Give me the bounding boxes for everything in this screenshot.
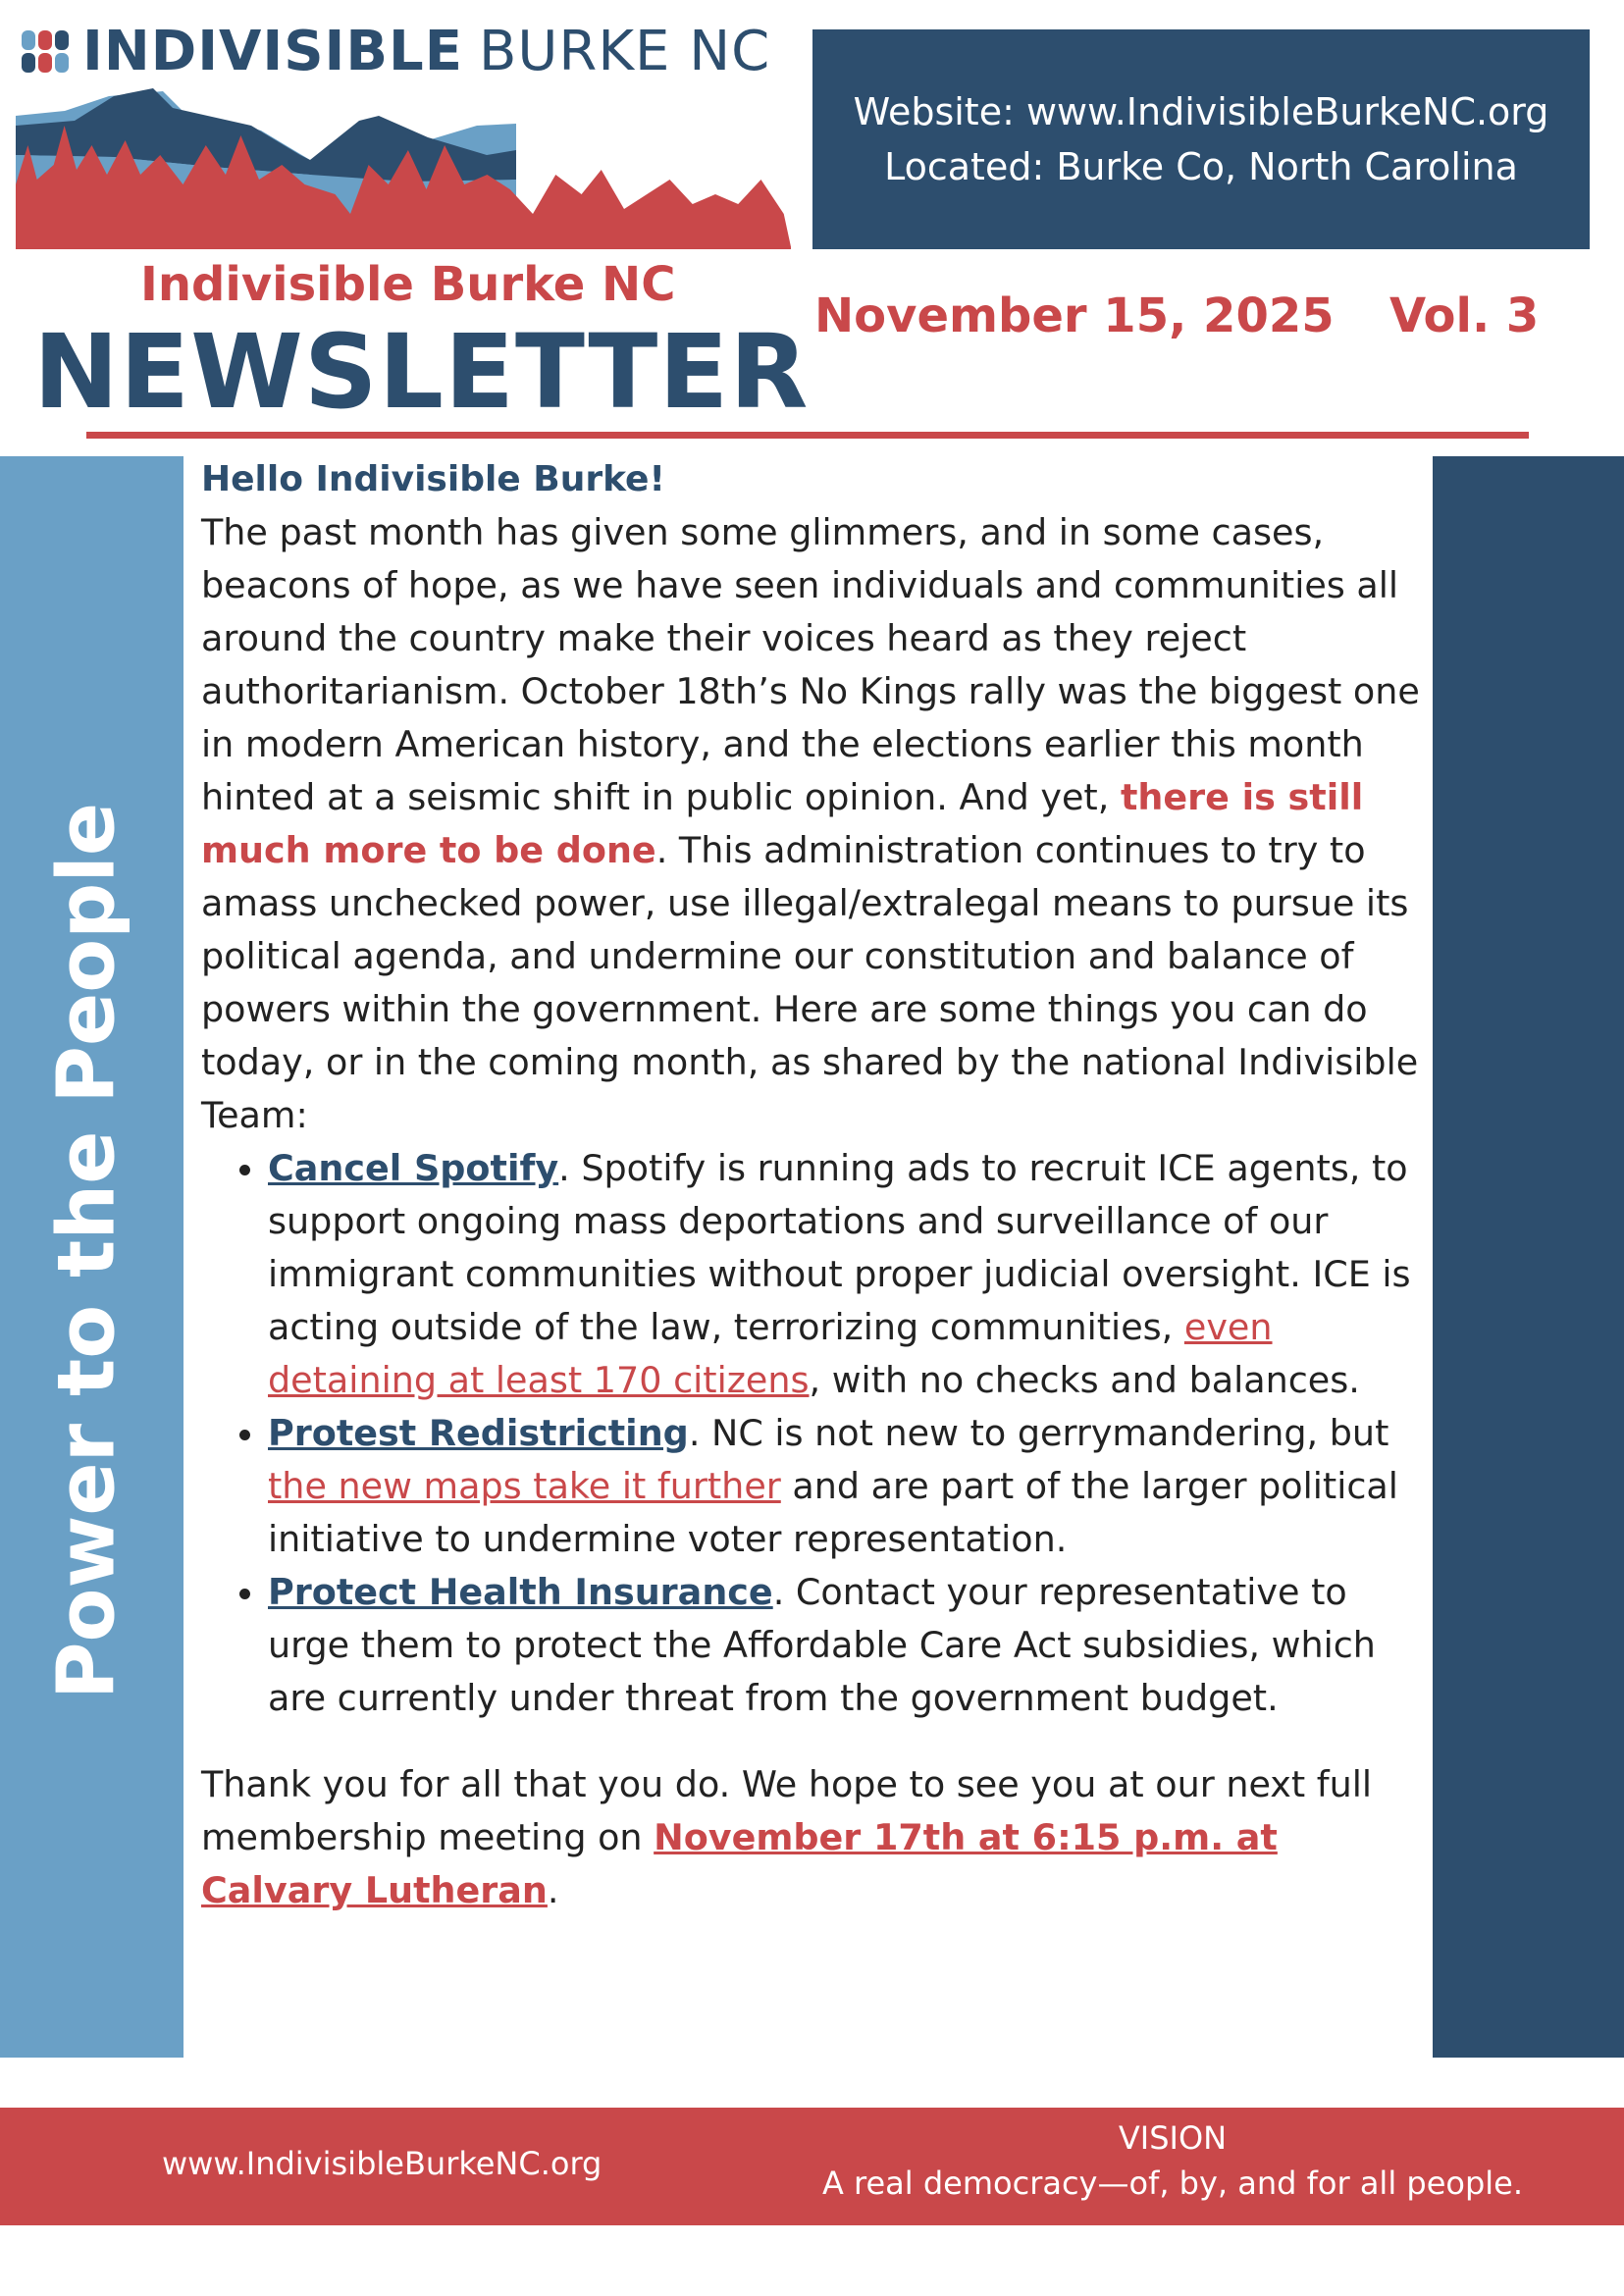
meeting-link[interactable]: November 17th at 6:15 p.m. at Calvary Lutheran — [201, 1816, 1278, 1911]
issue-date: November 15, 2025 — [814, 288, 1335, 343]
item-text: . Contact your representative to urge them to protect the Affordable Care Act subsidies, which are currently under threat from the government budget. — [268, 1571, 1376, 1719]
item-text: . NC is not new to gerrymandering, but — [688, 1412, 1389, 1454]
protest-redistricting-link[interactable]: Protest Redistricting — [268, 1412, 689, 1454]
vision-text: A real democracy—of, by, and for all people. — [821, 2165, 1524, 2202]
protect-health-insurance-link[interactable]: Protect Health Insurance — [268, 1571, 773, 1613]
org-name: Indivisible Burke NC — [140, 257, 676, 312]
intro-emphasis: there is still much more to be done — [201, 776, 1364, 871]
vision-statement — [814, 2115, 1531, 2206]
detaining-citizens-link[interactable]: even detaining at least 170 citizens — [268, 1306, 1273, 1401]
intro-paragraph — [201, 506, 1423, 1142]
action-list — [201, 1142, 1423, 1725]
item-text: and are part of the larger political initiative to undermine voter representation. — [268, 1465, 1398, 1560]
mountains-illustration-icon — [16, 86, 791, 249]
info-box — [812, 29, 1590, 249]
page-title: NEWSLETTER — [33, 312, 810, 432]
intro-text-2: . This administration continues to try to amass unchecked power, use illegal/extralegal means to pursue its political agenda, and undermine our constitution and balance of powers within the government. Here are some things you can do today, or in the coming month, as shared by the national Indivisible Team: — [201, 829, 1419, 1136]
logo-light-text: BURKE NC — [479, 19, 771, 83]
right-sidebar — [1433, 456, 1624, 2058]
closing-paragraph — [201, 1758, 1423, 1917]
item-text: . Spotify is running ads to recruit ICE agents, to support ongoing mass deportations and surveillance of our immigrant communities without proper judicial oversight. ICE is acting outside of the law, terrorizing communities, — [268, 1147, 1411, 1348]
closing-period: . — [547, 1869, 559, 1911]
intro-text: The past month has given some glimmers, and in some cases, beacons of hope, as we have seen individuals and communities all around the country make their voices heard as they reject authoritarianism. October 18th’s No Kings rally was the biggest one in modern American history, and the elections earlier this month hinted at a seismic shift in public opinion. And yet, — [201, 511, 1420, 818]
vision-label: VISION — [1118, 2119, 1228, 2157]
item-text: , with no checks and balances. — [809, 1359, 1360, 1401]
logo-bold-text: INDIVISIBLE — [82, 19, 463, 83]
location-text: Located: Burke Co, North Carolina — [884, 145, 1518, 188]
greeting: Hello Indivisible Burke! — [201, 459, 665, 499]
list-item — [268, 1566, 1423, 1725]
volume-number: Vol. 3 — [1389, 288, 1540, 343]
footer — [0, 2108, 1624, 2225]
article-body — [201, 453, 1423, 1917]
logo-mark-icon — [22, 30, 69, 73]
website-text[interactable]: Website: www.IndivisibleBurkeNC.org — [853, 90, 1549, 133]
divider — [86, 432, 1529, 439]
cancel-spotify-link[interactable]: Cancel Spotify — [268, 1147, 559, 1189]
list-item — [268, 1407, 1423, 1566]
new-maps-link[interactable]: the new maps take it further — [268, 1465, 781, 1507]
footer-url[interactable]: www.IndivisibleBurkeNC.org — [162, 2145, 602, 2182]
closing-text: Thank you for all that you do. We hope to see you at our next full membership meeting on — [201, 1763, 1373, 1858]
list-item — [268, 1142, 1423, 1407]
sidebar-slogan: Power to the People — [40, 802, 132, 1700]
logo — [22, 19, 771, 83]
